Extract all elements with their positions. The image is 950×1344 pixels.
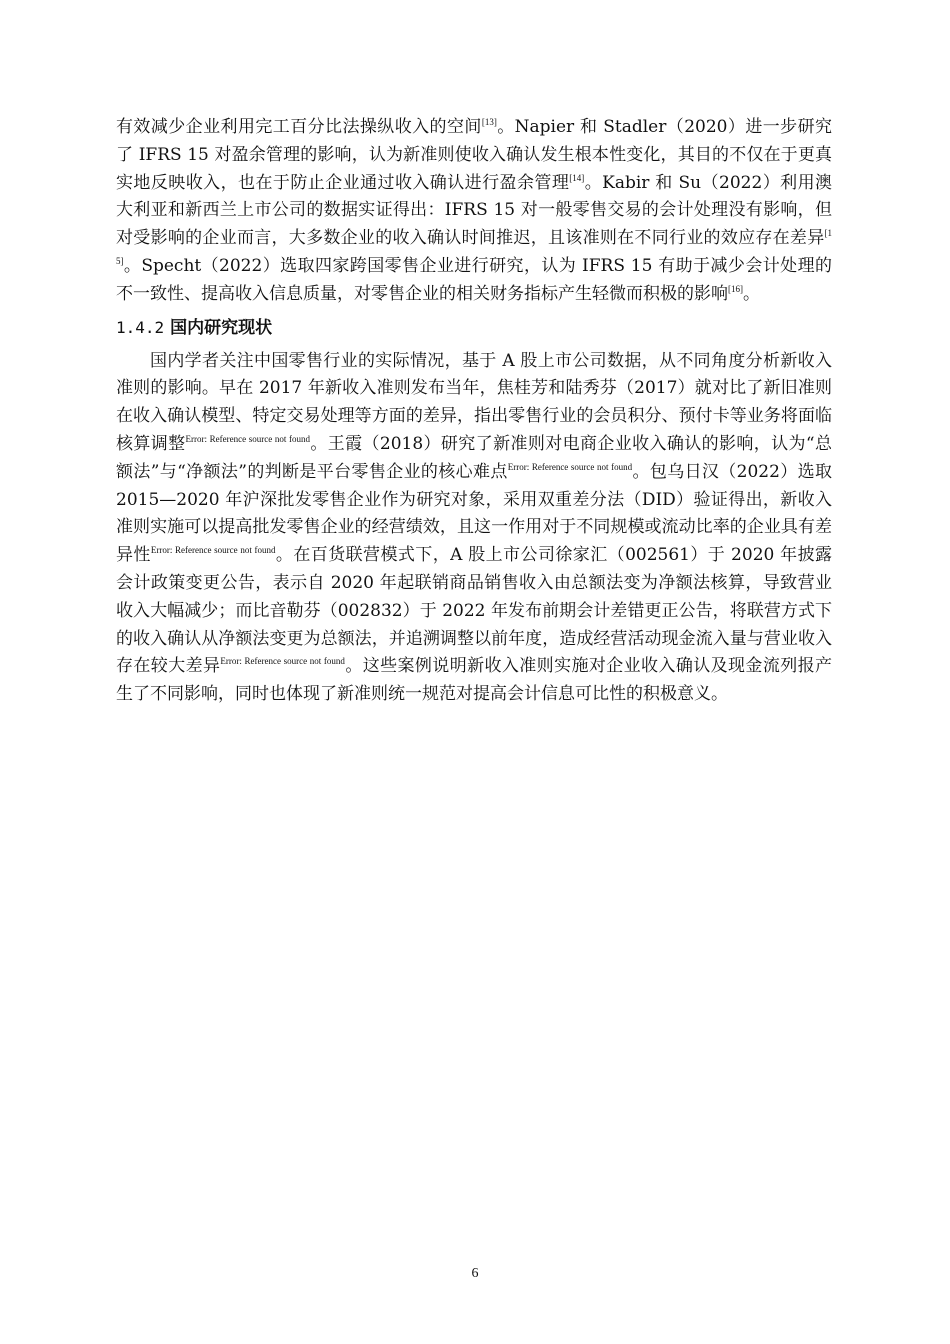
paragraph-domestic-research [116, 348, 832, 709]
page-body [116, 114, 832, 709]
citation-14: [14] [569, 172, 585, 183]
text-segment: 有效减少企业利用完工百分比法操纵收入的空间 [116, 117, 482, 137]
text-segment: 。这些案例说明新收入准则实施对企业收入确认及现金流列报产生了不同影响，同时也体现了新准则统一规范对提高会计信息可比性的积极意义。 [116, 656, 833, 705]
section-number: 1.4.2 [116, 317, 165, 337]
text-segment: 。Kabir 和 Su（2022）利用澳大利亚和新西兰上市公司的数据实证得出：IFRS 15 对一般零售交易的会计处理没有影响，但对受影响的企业而言，大多数企业的收入确认时间推迟，且该准则在不同行业的效应存在差异 [116, 172, 832, 249]
text-segment: 。 [743, 283, 760, 304]
paragraph-foreign-research [116, 114, 832, 309]
text-segment: 。Napier 和 Stadler（2020）进一步研究了 IFRS 15 对盈余管理的影响，认为新准则使收入确认发生根本性变化，其目的不仅在于更真实地反映收入，也在于防止企业通过收入确认进行盈余管理 [116, 117, 832, 193]
text-segment: 。王霞（2018）研究了新准则对电商企业收入确认的影响，认为“总额法”与“净额法”的判断是平台零售企业的核心难点 [116, 433, 832, 482]
text-segment: 。Specht（2022）选取四家跨国零售企业进行研究，认为 IFRS 15 有助于减少会计处理的不一致性、提高收入信息质量，对零售企业的相关财务指标产生轻微而积极的影响 [116, 255, 832, 304]
citation-15: [15] [116, 228, 832, 266]
section-heading [116, 314, 832, 342]
citation-error: Error: Reference source not found [150, 545, 276, 556]
text-segment: 国内学者关注中国零售行业的实际情况，基于 A 股上市公司数据，从不同角度分析新收入准则的影响。早在 2017 年新收入准则发布当年，焦桂芳和陆秀芬（2017）就对比了新旧准则在收入确认模型、特定交易处理等方面的差异，指出零售行业的会员积分、预付卡等业务将面临核算调整 [116, 350, 832, 454]
page-number: 6 [471, 1266, 479, 1281]
text-segment: 。包乌日汉（2022）选取 2015—2020 年沪深批发零售企业作为研究对象，采用双重差分法（DID）验证得出，新收入准则实施可以提高批发零售企业的经营绩效，且这一作用对于不同规模或流动比率的企业具有差异性 [116, 461, 832, 566]
text-segment: 。在百货联营模式下，A 股上市公司徐家汇（002561）于 2020 年披露会计政策变更公告，表示自 2020 年起联销商品销售收入由总额法变为净额法核算，导致营业收入大幅减少；而比音勒芬（002832）于 2022 年发布前期会计差错更正公告，将联营方式下的收入确认从净额法变更为总额法，并追溯调整以前年度，造成经营活动现金流入量与营业收入存在较大差异 [116, 545, 832, 677]
citation-13: [13] [481, 117, 497, 127]
citation-error: Error: Reference source not found [507, 461, 633, 472]
citation-error: Error: Reference source not found [220, 656, 345, 667]
citation-16: [16] [728, 283, 743, 294]
citation-error: Error: Reference source not found [185, 433, 310, 444]
section-title: 国内研究现状 [170, 317, 273, 338]
